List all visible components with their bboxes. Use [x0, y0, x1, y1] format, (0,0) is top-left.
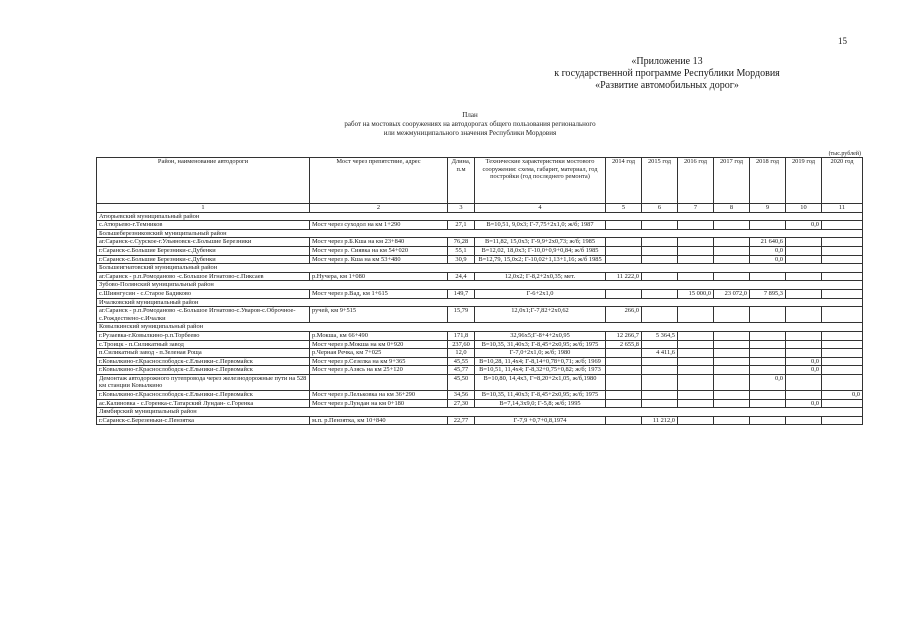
table-cell — [678, 357, 714, 366]
table-cell — [678, 307, 714, 323]
table-cell: 22,77 — [448, 416, 475, 425]
table-cell — [750, 416, 786, 425]
table-cell — [786, 349, 822, 358]
table-cell — [642, 221, 678, 230]
table-cell: Мост через р.Азясь на км 25+120 — [310, 366, 448, 375]
table-cell — [606, 391, 642, 400]
table-cell — [822, 357, 863, 366]
table-cell: г.Саранск-с.Березеньки-с.Пензятка — [97, 416, 310, 425]
district-name: Большеберезниковский муниципальный район — [97, 229, 863, 238]
table-cell — [750, 366, 786, 375]
table-cell — [822, 246, 863, 255]
table-cell: 23 072,0 — [714, 289, 750, 298]
table-cell — [786, 289, 822, 298]
table-cell: г.Саранск-с.Большие Березники-с.Дубенки — [97, 246, 310, 255]
table-cell — [642, 357, 678, 366]
table-cell: 27,1 — [448, 221, 475, 230]
table-cell — [678, 221, 714, 230]
table-cell — [750, 331, 786, 340]
district-section-row — [97, 323, 863, 332]
table-cell — [822, 255, 863, 264]
table-cell — [678, 374, 714, 390]
header-bridge: Мост через препятствие, адрес — [310, 158, 448, 204]
table-cell: В=10,35, 31,40х3; Г-8,45+2х0,95; ж/б; 1975 — [475, 340, 606, 349]
table-cell — [786, 255, 822, 264]
table-cell: 0,0 — [822, 391, 863, 400]
plan-subtitle-line-1: работ на мостовых сооружениях на автодорогах общего пользования регионального — [344, 120, 596, 128]
appendix-line-2: к государственной программе Республики Мордовия — [554, 68, 780, 79]
table-cell — [642, 246, 678, 255]
table-cell: 21 640,6 — [750, 238, 786, 247]
table-cell — [714, 238, 750, 247]
table-cell — [822, 307, 863, 323]
table-cell — [642, 399, 678, 408]
table-cell: 24,4 — [448, 272, 475, 281]
plan-title: План — [462, 111, 478, 119]
table-row — [97, 366, 863, 375]
table-cell — [714, 272, 750, 281]
table-cell — [750, 307, 786, 323]
table-cell: 0,0 — [786, 366, 822, 375]
table-cell: с.Шиянгусин - с.Старое Бадиково — [97, 289, 310, 298]
col-number: 9 — [750, 204, 786, 213]
district-name: Ковылкинский муниципальный район — [97, 323, 863, 332]
table-row — [97, 255, 863, 264]
table-cell — [822, 349, 863, 358]
table-cell: Г-6+2х1,0 — [475, 289, 606, 298]
table-cell — [750, 349, 786, 358]
plan-subtitle-line-2: или межмуниципального значения Республики Мордовия — [383, 129, 557, 137]
table-cell: м.п. р.Пензятка, км 10+840 — [310, 416, 448, 425]
header-district: Район, наименование автодороги — [97, 158, 310, 204]
table-cell: 55,1 — [448, 246, 475, 255]
table-body — [97, 212, 863, 425]
table-cell — [750, 221, 786, 230]
col-number: 11 — [822, 204, 863, 213]
district-name: Лямбирский муниципальный район — [97, 408, 863, 417]
col-number: 8 — [714, 204, 750, 213]
table-cell — [678, 246, 714, 255]
table-cell — [714, 246, 750, 255]
table-cell: 0,0 — [786, 399, 822, 408]
table-cell: 45,55 — [448, 357, 475, 366]
table-cell: 76,28 — [448, 238, 475, 247]
table-cell: г.Ковылкино-г.Краснослободск-с.Ельники-с.Первомайск — [97, 366, 310, 375]
header-2020: 2020 год — [822, 158, 863, 204]
header-specs: Технические характеристики мостового сооружения: схема, габарит, материал, год постройки (год последнего ремонта) — [475, 158, 606, 204]
col-number: 10 — [786, 204, 822, 213]
table-cell: 32,96х5;Г-8+4+2х0,95 — [475, 331, 606, 340]
table-cell: 11 222,0 — [606, 272, 642, 281]
table-cell — [822, 221, 863, 230]
table-cell: Г-7,0+2х1,0; ж/б; 1980 — [475, 349, 606, 358]
table-cell — [786, 307, 822, 323]
appendix-line-3: «Развитие автомобильных дорог» — [595, 80, 739, 91]
table-cell: Мост через р.Вад, км 1+615 — [310, 289, 448, 298]
table-cell — [822, 289, 863, 298]
table-cell: 34,56 — [448, 391, 475, 400]
header-2014: 2014 год — [606, 158, 642, 204]
table-cell — [678, 349, 714, 358]
table-cell: ручей, км 9+515 — [310, 307, 448, 323]
table-cell: г.Саранск-с.Большие Березники-с.Дубенки — [97, 255, 310, 264]
table-cell: 0,0 — [786, 357, 822, 366]
appendix-heading — [547, 56, 787, 92]
header-row — [97, 158, 863, 204]
table-cell — [714, 366, 750, 375]
table-row — [97, 221, 863, 230]
table-cell — [606, 255, 642, 264]
table-cell — [678, 238, 714, 247]
table-cell — [714, 416, 750, 425]
district-name: Атюрьевский муниципальный район — [97, 212, 863, 221]
table-cell: 7 895,3 — [750, 289, 786, 298]
table-cell — [642, 238, 678, 247]
table-cell: Мост через р. Сиявка на км 54+020 — [310, 246, 448, 255]
col-number: 3 — [448, 204, 475, 213]
table-cell: В=10,35, 11,40х3; Г-8,45+2х0,95; ж/б; 1975 — [475, 391, 606, 400]
table-cell: 2 655,8 — [606, 340, 642, 349]
table-cell — [786, 391, 822, 400]
district-section-row — [97, 229, 863, 238]
table-cell: Мост через р.Б.Кша на км 23+840 — [310, 238, 448, 247]
col-number: 1 — [97, 204, 310, 213]
table-cell — [678, 399, 714, 408]
table-row — [97, 340, 863, 349]
table-cell — [822, 416, 863, 425]
header-2016: 2016 год — [678, 158, 714, 204]
table-cell: 12 266,7 — [606, 331, 642, 340]
table-cell — [822, 238, 863, 247]
district-section-row — [97, 264, 863, 273]
table-cell: 171,8 — [448, 331, 475, 340]
table-cell: г.Рузаевка-г.Ковылкино-р.п.Торбеево — [97, 331, 310, 340]
appendix-line-1: «Приложение 13 — [631, 56, 703, 67]
table-cell — [714, 399, 750, 408]
table-cell — [714, 340, 750, 349]
table-cell — [822, 340, 863, 349]
table-cell: Демонтаж автодорожного путепровода через железнодорожные пути на 528 км станции Ковылкино — [97, 374, 310, 390]
table-cell: р.Черная Речка, км 7+025 — [310, 349, 448, 358]
table-row — [97, 399, 863, 408]
table-cell — [606, 416, 642, 425]
table-cell: 12,0 — [448, 349, 475, 358]
table-cell — [714, 391, 750, 400]
table-cell: Мост через р. Кша на км 53+480 — [310, 255, 448, 264]
table-cell — [678, 255, 714, 264]
table-cell — [642, 340, 678, 349]
table-cell: 266,0 — [606, 307, 642, 323]
table-cell: г.Ковылкино-г.Краснослободск-с.Ельники-с.Первомайск — [97, 357, 310, 366]
table-row — [97, 416, 863, 425]
table-cell: В=11,82, 15,0х3; Г-9,9+2х0,73; ж/б; 1985 — [475, 238, 606, 247]
district-section-row — [97, 212, 863, 221]
table-row — [97, 238, 863, 247]
table-cell — [786, 374, 822, 390]
table-cell: В=7,14,3х9,0; Г-5,8; ж/б; 1995 — [475, 399, 606, 408]
table-cell — [822, 331, 863, 340]
table-cell — [642, 255, 678, 264]
table-cell: В=10,80, 14,4х3, Г=8,20+2х1,05, ж/б,1980 — [475, 374, 606, 390]
table-cell — [606, 366, 642, 375]
plan-subtitle — [250, 120, 690, 138]
header-length: Длина, п.м — [448, 158, 475, 204]
table-cell: В=10,51, 11,4х4; Г-8,32+0,75+0,82; ж/б; 1973 — [475, 366, 606, 375]
table-cell — [714, 357, 750, 366]
table-cell: Мост через р.Сезелка на км 9+365 — [310, 357, 448, 366]
col-number: 7 — [678, 204, 714, 213]
table-cell: Г-7,9 +0,7+0,8,1974 — [475, 416, 606, 425]
col-number: 5 — [606, 204, 642, 213]
table-cell: 45,77 — [448, 366, 475, 375]
table-cell: п.Силикатный завод - п.Зеленая Роща — [97, 349, 310, 358]
district-name: Большеигнатовский муниципальный район — [97, 264, 863, 273]
table-cell — [642, 366, 678, 375]
column-number-row — [97, 204, 863, 213]
table-cell — [678, 391, 714, 400]
table-cell — [606, 399, 642, 408]
table-cell: Мост через р.Мокша на км 0+920 — [310, 340, 448, 349]
table-cell — [714, 374, 750, 390]
district-section-row — [97, 408, 863, 417]
table-cell — [642, 289, 678, 298]
table-cell: 15,79 — [448, 307, 475, 323]
table-cell — [822, 374, 863, 390]
table-cell — [642, 374, 678, 390]
table-cell: аг.Саранск - р.п.Ромоданово -с.Большое Игнатово-с.Уваров-с.Оброчное-с.Рождествено-с.Ичалки — [97, 307, 310, 323]
table-cell — [678, 331, 714, 340]
table-cell: с.Троицк - п.Силикатный завод — [97, 340, 310, 349]
header-2015: 2015 год — [642, 158, 678, 204]
table-cell: аг.Саранск-с.Сурское-г.Ульяновск-с.Большие Березники — [97, 238, 310, 247]
table-cell: В=12,02, 18,0х3; Г-10,0+0,9+0,84; ж/б 1985 — [475, 246, 606, 255]
table-cell — [786, 340, 822, 349]
table-cell — [786, 238, 822, 247]
table-row — [97, 349, 863, 358]
page-number: 15 — [838, 36, 847, 46]
units-label: (тыс.рублей) — [828, 151, 861, 157]
table-cell: 12,0х2; Г-8,2+2х0,35; мет. — [475, 272, 606, 281]
header-2018: 2018 год — [750, 158, 786, 204]
table-row — [97, 246, 863, 255]
col-number: 2 — [310, 204, 448, 213]
table-cell: 27,30 — [448, 399, 475, 408]
table-cell — [750, 391, 786, 400]
table-cell — [714, 349, 750, 358]
table-cell: 30,9 — [448, 255, 475, 264]
table-cell — [606, 374, 642, 390]
district-section-row — [97, 298, 863, 307]
table-cell — [714, 221, 750, 230]
table-cell: р.Нучера, км 1+080 — [310, 272, 448, 281]
table-cell — [786, 272, 822, 281]
table-cell — [786, 331, 822, 340]
table-cell: р.Мокша, км 66+490 — [310, 331, 448, 340]
table-cell: г.Ковылкино-г.Краснослободск-с.Ельники-с.Первомайск — [97, 391, 310, 400]
table-cell: 45,50 — [448, 374, 475, 390]
col-number: 4 — [475, 204, 606, 213]
table-cell: 5 364,5 — [642, 331, 678, 340]
table-row — [97, 307, 863, 323]
table-cell — [678, 416, 714, 425]
table-cell: 149,7 — [448, 289, 475, 298]
table-cell — [642, 307, 678, 323]
table-cell: В=10,28, 11,4х4; Г-8,14+0,78+0,71; ж/б; 1969 — [475, 357, 606, 366]
table-cell — [678, 366, 714, 375]
table-cell: 0,0 — [750, 374, 786, 390]
table-cell — [750, 272, 786, 281]
table-cell — [642, 391, 678, 400]
table-cell: с.Атюрьево-г.Темников — [97, 221, 310, 230]
district-name: Зубово-Полянский муниципальный район — [97, 281, 863, 290]
table-cell: 15 000,0 — [678, 289, 714, 298]
table-cell: 0,0 — [786, 221, 822, 230]
table-row — [97, 391, 863, 400]
table-cell — [606, 221, 642, 230]
table-row — [97, 331, 863, 340]
table-cell: 4 411,6 — [642, 349, 678, 358]
table-cell — [822, 272, 863, 281]
table-cell — [714, 307, 750, 323]
table-cell — [310, 374, 448, 390]
table-row — [97, 272, 863, 281]
header-2019: 2019 год — [786, 158, 822, 204]
district-name: Ичалковский муниципальный район — [97, 298, 863, 307]
table-cell: Мост через р.Лундан на км 0+180 — [310, 399, 448, 408]
table-cell — [606, 357, 642, 366]
table-cell: Мост через суходол на км 1+290 — [310, 221, 448, 230]
district-section-row — [97, 281, 863, 290]
table-cell: 11 212,0 — [642, 416, 678, 425]
table-row — [97, 289, 863, 298]
table-cell: ас.Калиновка - с.Горенка-с.Татарский Лундан- с.Горенка — [97, 399, 310, 408]
bridge-works-table — [96, 157, 863, 425]
table-cell — [642, 272, 678, 281]
table-cell: 12,0х1;Г-7,82+2х0,62 — [475, 307, 606, 323]
table-cell — [822, 399, 863, 408]
table-cell — [750, 357, 786, 366]
table-cell — [786, 246, 822, 255]
table-row — [97, 374, 863, 390]
table-cell: Мост через р.Лельковка на км 36+290 — [310, 391, 448, 400]
table-cell — [678, 272, 714, 281]
table-cell — [750, 340, 786, 349]
header-2017: 2017 год — [714, 158, 750, 204]
table-cell: аг.Саранск - р.п.Ромоданово -с.Большое Игнатово-с.Пиксаев — [97, 272, 310, 281]
table-cell — [714, 331, 750, 340]
table-cell: 0,0 — [750, 246, 786, 255]
table-cell — [750, 399, 786, 408]
table-cell — [606, 349, 642, 358]
table-cell — [606, 238, 642, 247]
table-row — [97, 357, 863, 366]
table-cell — [714, 255, 750, 264]
table-cell: 237,60 — [448, 340, 475, 349]
table-cell — [606, 289, 642, 298]
table-cell: В=10,51, 9,0х3; Г-7,75+2х1,0; ж/б; 1987 — [475, 221, 606, 230]
table-cell: 0,0 — [750, 255, 786, 264]
table-cell: В=12,79, 15,0х2; Г-10,02+1,13+1,16; ж/б 1985 — [475, 255, 606, 264]
table-cell — [678, 340, 714, 349]
table-cell — [822, 366, 863, 375]
col-number: 6 — [642, 204, 678, 213]
table-cell — [606, 246, 642, 255]
table-cell — [786, 416, 822, 425]
